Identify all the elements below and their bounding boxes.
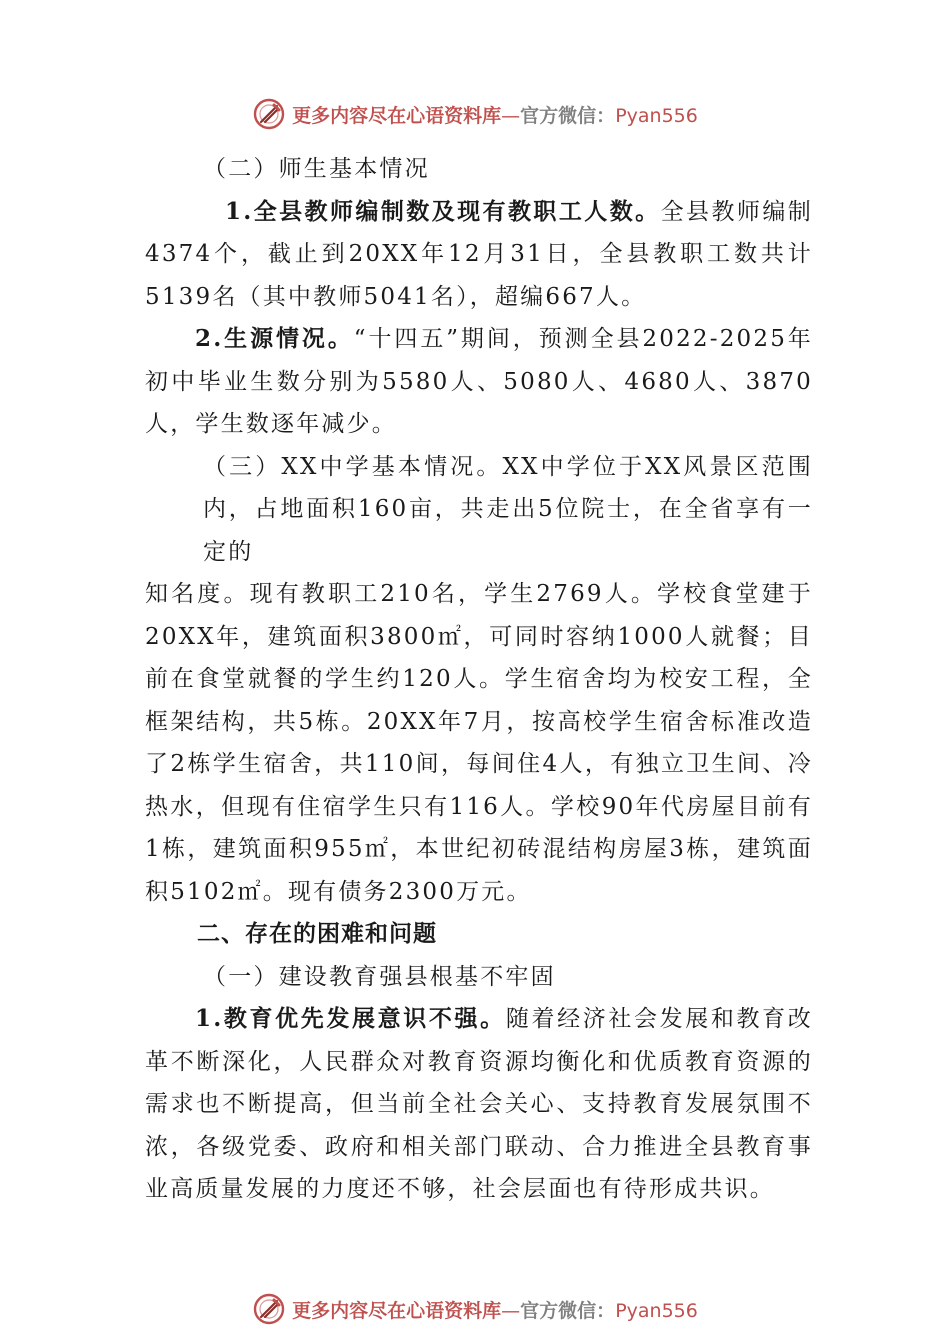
paragraph-school-details: 知名度。现有教职工210名，学生2769人。学校食堂建于20XX年，建筑面积3800㎡，可同时容纳1000人就餐；目前在食堂就餐的学生约120人。学生宿舍均为校安工程，全框架结构，共5栋。20XX年7月，按高校学生宿舍标准改造了2栋学生宿舍，共110间，每间住4人，有独立卫生间、冷热水，但现有住宿学生只有116人。学校90年代房屋目前有1栋，建筑面积955㎡，本世纪初砖混结构房屋3栋，建筑面积5102㎡。现有债务2300万元。 <box>145 581 813 905</box>
section-school: （三）XX中学基本情况。XX中学位于XX风景区范围内，占地面积160亩，共走出5位院士，在全省享有一定的 <box>203 453 813 565</box>
item2-text: “十四五”期间，预测全县2022-2025年初中毕业生数分别为5580人、5080人、4680人、3870人，学生数逐年减少。 <box>145 326 813 437</box>
item2-lead: 2.生源情况。 <box>195 325 354 352</box>
section-foundation: （一）建设教育强县根基不牢固 <box>203 963 556 990</box>
watermark-site-text: 更多内容尽在心语资料库 <box>292 104 502 127</box>
document-body <box>145 148 813 1211</box>
item1-lead: 1.全县教师编制数及现有教职工人数。 <box>225 197 661 225</box>
heading-problems: 二、存在的困难和问题 <box>197 921 437 947</box>
watermark-wechat-id: Pyan556 <box>615 1299 698 1322</box>
item1-text: 全县教师编制4374个，截止到20XX年12月31日，全县教职工数共计5139名（其中教师5041名），超编667人。 <box>145 198 813 310</box>
watermark-text <box>292 1296 698 1323</box>
watermark-official-label: 官方微信： <box>520 1299 616 1322</box>
item3-text: 随着经济社会发展和教育改革不断深化，人民群众对教育资源均衡化和优质教育资源的需求也不断提高，但当前全社会关心、支持教育发展氛围不浓，各级党委、政府和相关部门联动、合力推进全县教育事业高质量发展的力度还不够，社会层面也有待形成共识。 <box>145 1006 813 1202</box>
paragraph-teacher-staffing <box>145 191 813 319</box>
seal-logo-icon <box>252 1292 286 1326</box>
watermark-official-label: 官方微信： <box>520 104 616 127</box>
item3-lead: 1.教育优先发展意识不强。 <box>195 1005 506 1032</box>
watermark-site-text: 更多内容尽在心语资料库 <box>292 1299 502 1322</box>
watermark-dash: — <box>501 104 521 127</box>
watermark-dash: — <box>501 1299 521 1322</box>
paragraph-education-priority <box>145 998 813 1211</box>
watermark-banner-bottom <box>0 1289 950 1329</box>
watermark-wechat-id: Pyan556 <box>615 104 698 127</box>
watermark-text <box>292 101 698 128</box>
watermark-banner-top <box>0 94 950 134</box>
paragraph-student-source <box>145 318 813 446</box>
section-teachers-students: （二）师生基本情况 <box>203 156 430 182</box>
seal-logo-icon <box>252 97 286 131</box>
